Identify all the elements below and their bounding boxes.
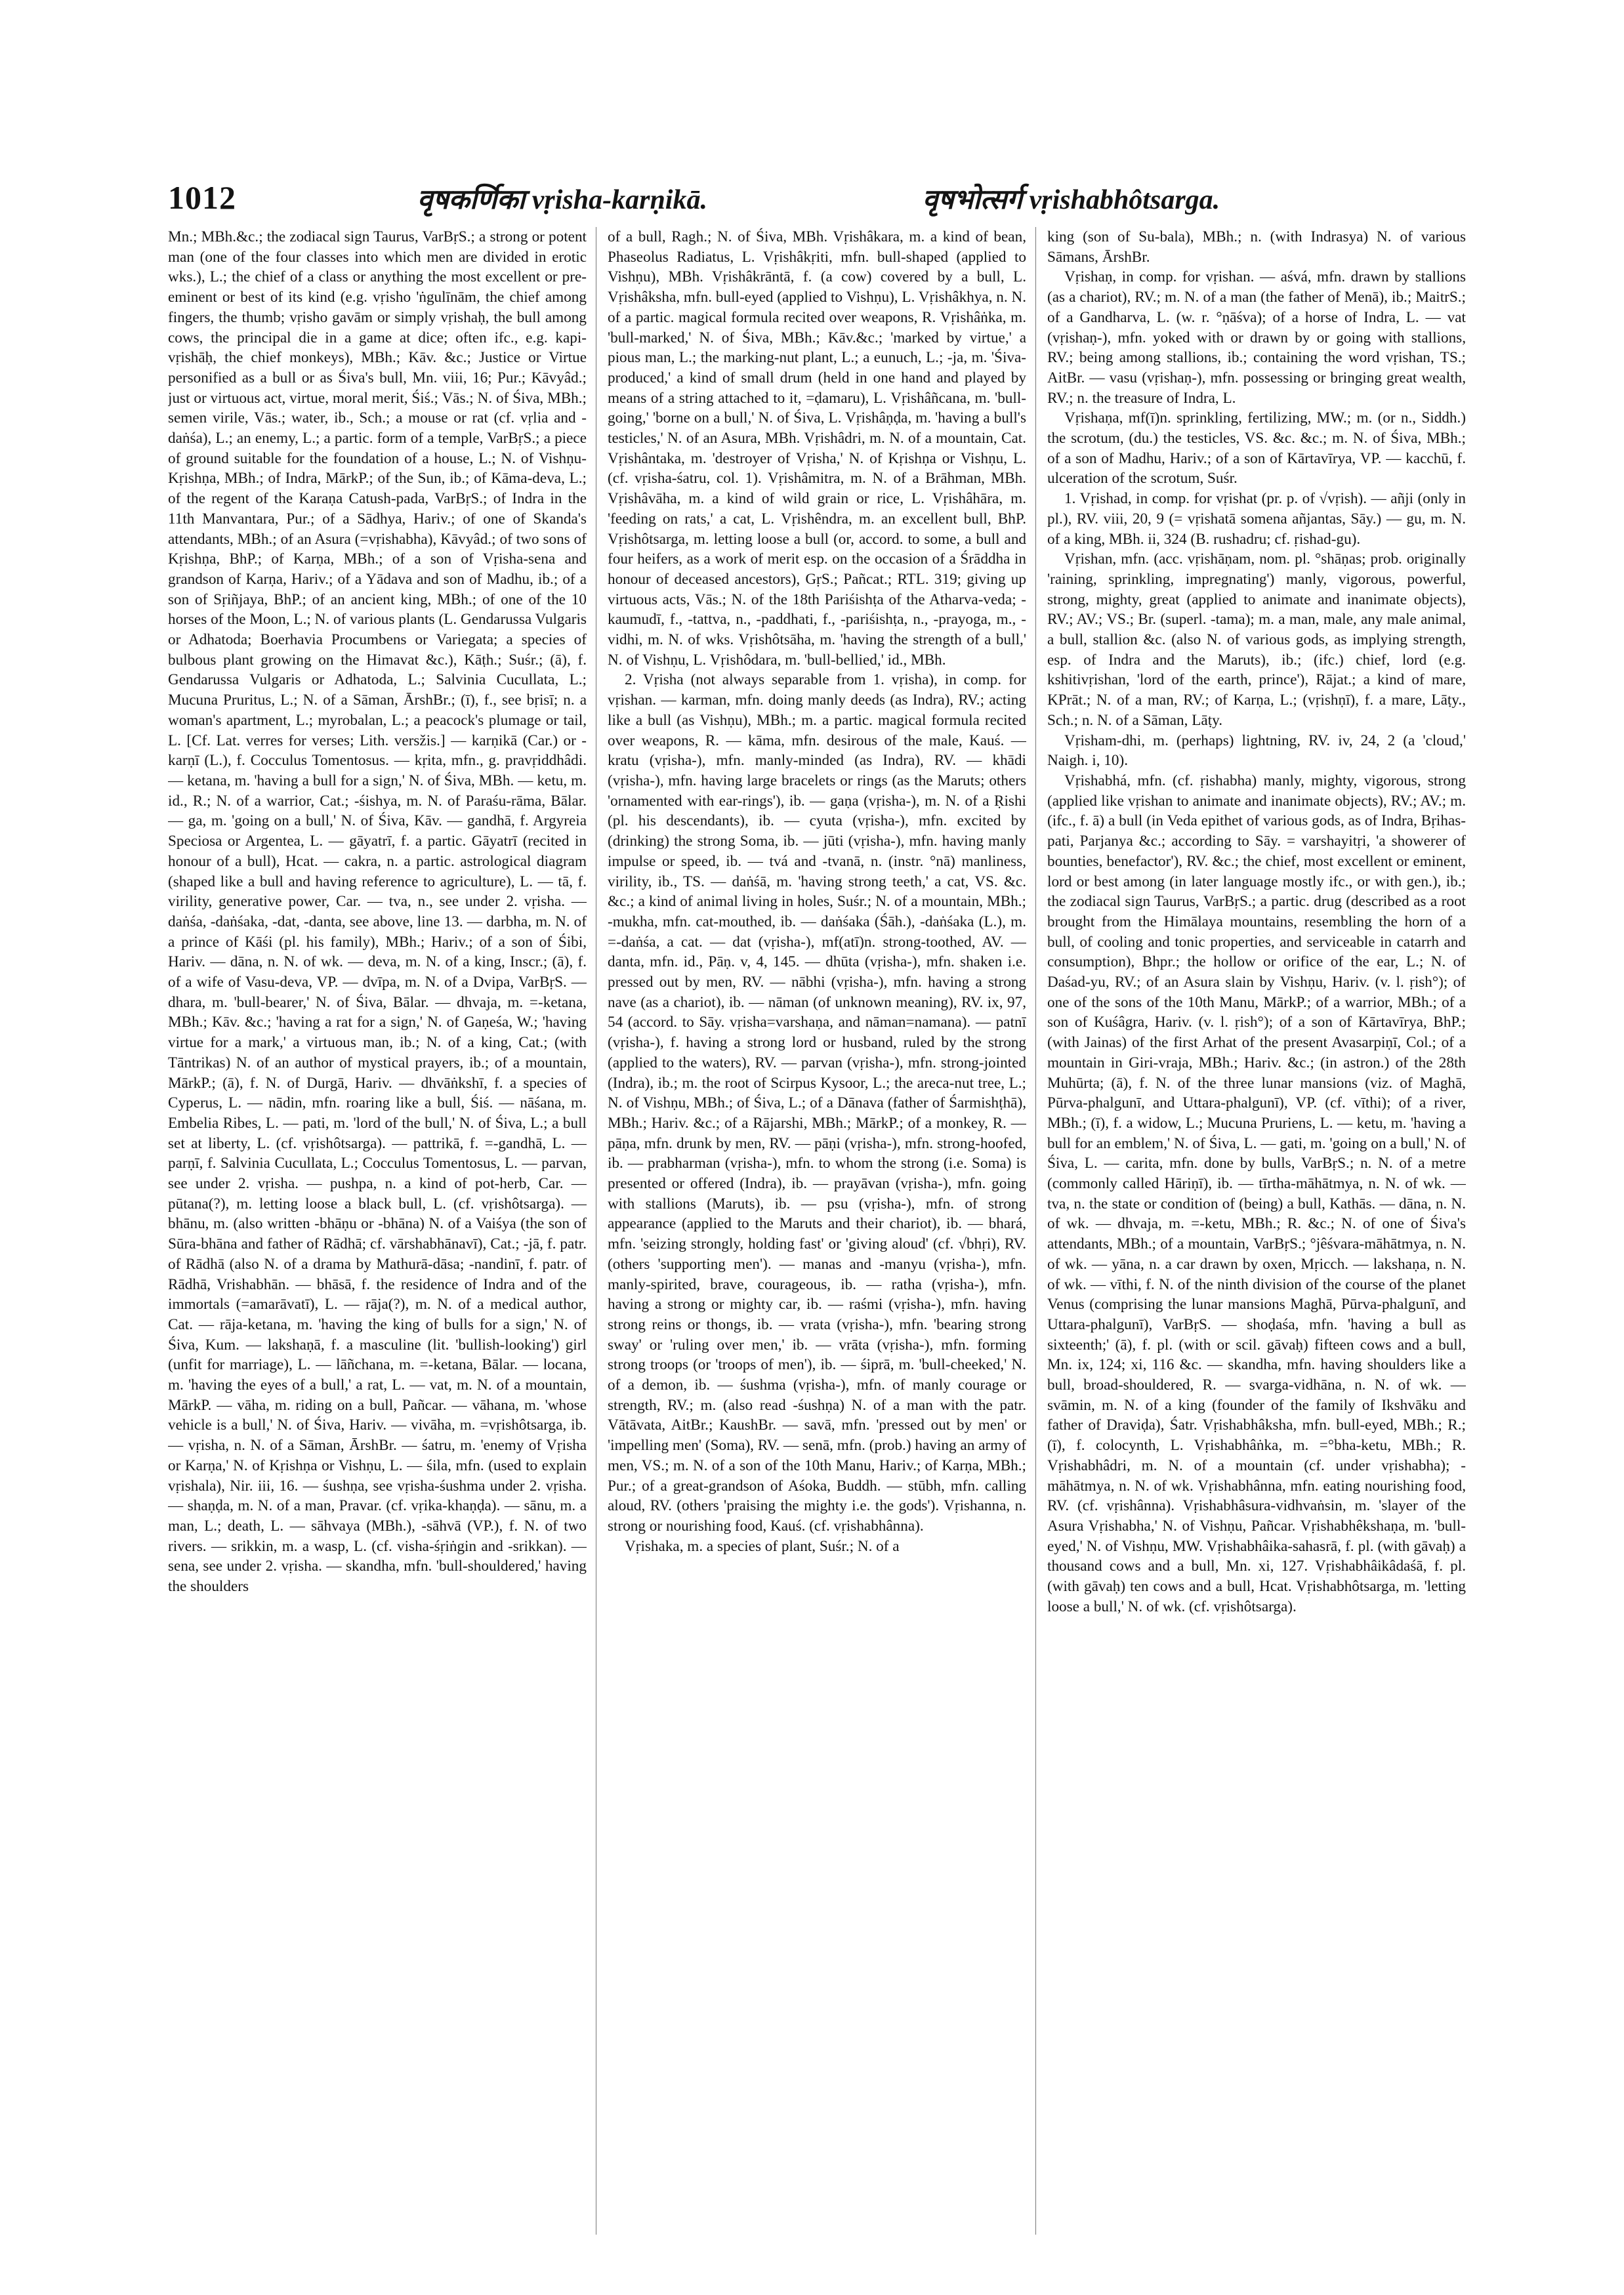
entry-paragraph: Vṛishabhá, mfn. (cf. ṛishabha) manly, mighty, vigorous, strong (applied like vṛishan to animate and inanimate objects), RV.; AV.; m. (ifc., f. ā) a bull (in Veda epithet of various gods, as of Indra, Bṛihas-pati, Parjanya &c.; according to Sāy. = varshayitṛi, 'a showerer of bounties, benefactor'), RV. &c.; the chief, most excellent or eminent, lord or best among (in later language mostly ifc., or with gen.), ib.; the zodiacal sign Taurus, VarBṛS.; a partic. drug (described as a root brought from the Himālaya mountains, resembling the horn of a bull, of cooling and tonic properties, and serviceable in catarrh and consumption), Bhpr.; the hollow or orifice of the ear, L.; N. of Daśad-yu, RV.; of an Asura slain by Vishṇu, Hariv. (v. l. ṛish°); of one of the sons of the 10th Manu, MārkP.; of a warrior, MBh.; of a son of Kuśâgra, Hariv. (v. l. ṛish°); of a son of Kārtavīrya, BhP.; (with Jainas) of the first Arhat of the present Avasarpiṇī, Col.; of a mountain in Giri-vraja, MBh.; Hariv. &c.; (in astron.) of the 28th Muhūrta; (ā), f. N. of the three lunar mansions (viz. of Maghā, Pūrva-phalgunī, and Uttara-phalgunī), VP. (cf. vīthi); of a river, MBh.; (ī), f. a widow, L.; Mucuna Pruriens, L. — ketu, m. 'having a bull for an emblem,' N. of Śiva, L. — gati, m. 'going on a bull,' N. of Śiva, L. — carita, mfn. done by bulls, VarBṛS.; n. N. of a metre (commonly called Hāriṇī), ib. — tīrtha-māhātmya, n. N. of wk. — tva, n. the state or condition of (being) a bull, Kathās. — dāna, n. N. of wk. — dhvaja, m. =-ketu, MBh.; R. &c.; N. of one of Śiva's attendants, MBh.; of a mountain, VarBṛS.; °jêśvara-māhātmya, n. N. of wk. — yāna, n. a car drawn by oxen, Mṛicch. — lakshaṇa, n. N. of wk. — vīthi, f. N. of the ninth division of the course of the planet Venus (comprising the lunar mansions Maghā, Pūrva-phalgunī, and Uttara-phalgunī), VarBṛS. — shoḍaśa, mfn. 'having a bull as sixteenth;' (ā), f. pl. (with or scil. gāvaḥ) fifteen cows and a bull, Mn. ix, 124; xi, 116 &c. — skandha, mfn. having shoulders like a bull, broad-shouldered, R. — svarga-vidhāna, n. N. of wk. — svāmin, m. N. of a king (founder of the family of Ikshvāku and father of Draviḍa), Śatr. Vṛishabhâksha, mfn. bull-eyed, MBh.; R.; (ī), f. colocynth, L. Vṛishabhâṅka, m. =°bha-ketu, MBh.; R. Vṛishabhâdri, m. N. of a mountain (cf. under vṛishabha); -māhātmya, n. N. of wk. Vṛishabhânna, mfn. eating nourishing food, RV. (cf. vṛishânna). Vṛishabhâsura-vidhvaṅsin, m. 'slayer of the Asura Vṛishabha,' N. of Vishṇu, Pañcar. Vṛishabhêkshaṇa, m. 'bull-eyed,' N. of Vishṇu, MW. Vṛishabhâika-sahasrā, f. pl. (with gāvaḥ) a thousand cows and a bull, Mn. xi, 127. Vṛishabhâikâdaśā, f. pl. (with gāvaḥ) ten cows and a bull, Hcat. Vṛishabhôtsarga, m. 'letting loose a bull,' N. of wk. (cf. vṛishôtsarga). (1047, 772, 1466, 1615)
text-columns (168, 227, 1467, 2248)
entry-paragraph: 1. Vṛishad, in comp. for vṛishat (pr. p. of √vṛish). — añji (only in pl.), RV. viii, 20, 9 (= vṛishatā somena añjantas, Sāy.) — gu, m. N. of a king, MBh. ii, 324 (B. rushadru; cf. ṛishad-gu). (1047, 490, 1466, 548)
page-number: 1012 (168, 179, 236, 216)
entry-paragraph: Vṛishan, mfn. (acc. vṛishāṇam, nom. pl. °shāṇas; prob. originally 'raining, sprinkling, impregnating') manly, vigorous, powerful, strong, mighty, great (applied to animate and inanimate objects), RV.; AV.; VS.; Br. (superl. -tama); m. a man, male, any male animal, a bull, stallion &c. (also N. of various gods, as implying strength, esp. of Indra and the Maruts), ib.; (ifc.) chief, lord (e.g. kshitivṛishan, 'lord of the earth, prince'), Rājat.; a kind of mare, KPrāt.; N. of a man, RV.; of Karṇa, L.; (vṛishṇī), f. a mare, Lāṭy., Sch.; n. N. of a Sāman, Lāṭy. (1047, 550, 1466, 729)
entry-paragraph: Vṛishaṇ, in comp. for vṛishan. — aśvá, mfn. drawn by stallions (as a chariot), RV.; m. N. of a man (the father of Menā), ib.; MaitrS.; of a Gandharva, L. (w. r. °ṇāśva); of a horse of Indra, L. — vat (vṛishaṇ-), mfn. yoked with or drawn by or going with stallions, RV.; being among stallions, ib.; containing the word vṛishan, TS.; AitBr. — vasu (vṛishaṇ-), mfn. possessing or bringing great wealth, RV.; n. the treasure of Indra, L. (1047, 268, 1466, 407)
page-header (168, 178, 1467, 224)
right-running-headword: वृषभोत्सर्ग vṛishabhôtsarga. (923, 185, 1220, 215)
entry-paragraph: 2. Vṛisha (not always separable from 1. vṛisha), in comp. for vṛishan. — karman, mfn. doing manly deeds (as Indra), RV.; acting like a bull (as Vishṇu), MBh.; m. a partic. magical formula recited over weapons, R. — kāma, mfn. desirous of the male, Kauś. — kratu (vṛisha-), mfn. manly-minded (as Indra), RV. — khādi (vṛisha-), mfn. having large bracelets or rings (as the Maruts; others 'ornamented with ear-rings'), ib. — gaṇa (vṛisha-), m. N. of a Ṛishi (pl. his descendants), ib. — cyuta (vṛisha-), mfn. excited by (drinking) the strong Soma, ib. — jūti (vṛisha-), mfn. having manly impulse or speed, ib. — tvá and -tvanā, n. (instr. °nā) manliness, virility, ib., TS. — daṅśā, m. 'having strong teeth,' a cat, VS. &c. &c.; a kind of animal living in holes, Suśr.; N. of a mountain, MBh.; -mukha, mfn. cat-mouthed, ib. — daṅśaka (Śāh.), -daṅśaka (L.), m. =-daṅśa, a cat. — dat (vṛisha-), mf(atī)n. strong-toothed, AV. — danta, mfn. id., Pāṇ. v, 4, 145. — dhūta (vṛisha-), mfn. shaken i.e. pressed out by men, RV. — nābhi (vṛisha-), mfn. having a strong nave (as a chariot), ib. — nāman (of unknown meaning), RV. ix, 97, 54 (accord. to Sāy. vṛisha=varshaṇa, and nāman=namana). — patnī (vṛisha-), f. having a strong lord or husband, ruled by the strong (applied to the waters), RV. — parvan (vṛisha-), mfn. strong-jointed (Indra), ib.; m. the root of Scirpus Kysoor, L.; the areca-nut tree, L.; N. of Vishṇu, MBh.; of Śiva, L.; of a Dānava (father of Śarmishṭhā), MBh.; Hariv. &c.; of a Rājarshi, MBh.; MārkP.; of a monkey, R. — pāṇa, mfn. drunk by men, RV. — pāṇi (vṛisha-), mfn. strong-hoofed, ib. — prabharman (vṛisha-), mfn. to whom the strong (i.e. Soma) is presented or offered (Indra), ib. — prayāvan (vṛisha-), mfn. going with stallions (Maruts), ib. — psu (vṛisha-), mfn. of strong appearance (applied to the Maruts and their chariot), ib. — bhará, mfn. 'seizing strongly, holding fast' or 'giving aloud' (cf. √bhṛi), RV. (others 'supporting men'). — manas and -manyu (vṛisha-), mfn. manly-spirited, brave, courageous, ib. — ratha (vṛisha-), mfn. having a strong or mighty car, ib. — raśmi (vṛisha-), mfn. having strong reins or thongs, ib. — vrata (vṛisha-), mfn. 'bearing strong sway' or 'ruling over men,' ib. — vrāta (vṛisha-), mfn. forming strong troops (or 'troops of men'), ib. — śiprā, m. 'bull-cheeked,' N. of a demon, ib. — śushma (vṛisha-), mfn. of manly courage or strength, RV.; m. (also read -śushṇa) N. of a man with the patr. Vātāvata, AitBr.; KaushBr. — savā, mfn. 'pressed out by men' or 'impelling men' (Soma), RV. — senā, mfn. (prob.) having an army of men, VS.; m. N. of a son of the 10th Manu, Hariv.; of Karṇa, MBh.; Pur.; of a great-grandson of Aśoka, Buddh. — stūbh, mfn. calling aloud, RV. (others 'praising the mighty i.e. the gods'). Vṛishanna, n. strong or nourishing food, Kauś. (cf. vṛishabhânna). (608, 671, 1026, 1535)
entry-paragraph: Vṛisham-dhi, m. (perhaps) lightning, RV. iv, 24, 2 (a 'cloud,' Naigh. i, 10). (1047, 732, 1466, 770)
entry-paragraph: Vṛishaṇa, mf(ī)n. sprinkling, fertilizing, MW.; m. (or n., Siddh.) the scrotum, (du.) the testicles, VS. &c. &c.; m. N. of Śiva, MBh.; of a son of Madhu, Hariv.; of a son of Kārtavīrya, VP. — kacchū, f. ulceration of the scrotum, Suśr. (1047, 409, 1466, 487)
column-1 (168, 227, 587, 2248)
column-2 (608, 227, 1026, 2248)
entry-paragraph: Mn.; MBh.&c.; the zodiacal sign Taurus, VarBṛS.; a strong or potent man (one of the four classes into which men are divided in erotic wks.), L.; the chief of a class or anything the most excellent or pre-eminent or best of its kind (e.g. vṛisho 'ṅgulīnām, the chief among fingers, the thumb; vṛisho gavām or simply vṛishaḥ, the bull among cows, the principal die in a game at dice; often ifc., e.g. kapi-vṛishāḥ, the chief monkeys), MBh.; Kāv. &c.; Justice or Virtue personified as a bull or as Śiva's bull, Mn. viii, 16; Pur.; Kāvyâd.; just or virtuous act, virtue, moral merit, Śiś.; Vās.; N. of Śiva, MBh.; semen virile, Vās.; water, ib., Sch.; a mouse or rat (cf. vṛlia and -daṅśa), L.; an enemy, L.; a partic. form of a temple, VarBṛS.; a piece of ground suitable for the foundation of a house, L.; N. of Vishṇu-Kṛishṇa, MBh.; of Indra, MārkP.; of the Sun, ib.; of Kāma-deva, L.; of the regent of the Karaṇa Catush-pada, VarBṛS.; of Indra in the 11th Manvantara, Pur.; of a Sādhya, Hariv.; of one of Skanda's attendants, MBh.; of an Asura (=vṛishabha), Kāvyâd.; of two sons of Kṛishṇa, BhP.; of Karṇa, MBh.; of a son of Vṛisha-sena and grandson of Karṇa, Hariv.; of a Yādava and son of Madhu, ib.; of a son of Sṛiñjaya, BhP.; of an ancient king, MBh.; of one of the 10 horses of the Moon, L.; N. of various plants (L. Gendarussa Vulgaris or Adhatoda; Boerhavia Procumbens or Variegata; a species of bulbous plant growing on the Himavat &c.), Kāṭh.; Suśr.; (ā), f. Gendarussa Vulgaris or Adhatoda, L.; Salvinia Cucullata, L.; Mucuna Pruritus, L.; N. of a Sāman, ĀrshBr.; (ī), f., see bṛisī; n. a woman's apartment, L.; myrobalan, L.; a peacock's plumage or tail, L. [Cf. Lat. verres for verses; Lith. versžis.] — karṇikā (Car.) or -karṇī (L.), f. Cocculus Tomentosus. — kṛita, mfn., g. pravṛiddhâdi. — ketana, m. 'having a bull for a sign,' N. of Śiva, MBh. — ketu, m. id., R.; N. of a warrior, Cat.; -śishya, m. N. of Paraśu-rāma, Bālar. — ga, m. 'going on a bull,' N. of Śiva, Kāv. — gandhā, f. Argyreia Speciosa or Argentea, L. — gāyatrī, f. a partic. Gāyatrī (recited in honour of a bull), Hcat. — cakra, n. a partic. astrological diagram (shaped like a bull and having reference to agriculture), L. — tā, f. virility, generative power, Car. — tva, n., see under 2. vṛisha. — daṅśa, -daṅśaka, -dat, -danta, see above, line 13. — darbha, m. N. of a prince of Kāśi (pl. his family), MBh.; Hariv.; of a son of Śibi, Hariv. — dāna, n. N. of wk. — deva, m. N. of a king, Inscr.; (ā), f. of a wife of Vasu-deva, VP. — dvīpa, m. N. of a Dvipa, VarBṛS. — dhara, m. 'bull-bearer,' N. of Śiva, Bālar. — dhvaja, m. =-ketana, MBh.; Kāv. &c.; 'having a rat for a sign,' N. of Gaṇeśa, W.; 'having virtue for a mark,' a virtuous man, ib.; N. of a king, Cat.; (with Tāntrikas) N. of an author of mystical prayers, ib.; of a mountain, MārkP.; (ā), f. N. of Durgā, Hariv. — dhvāṅkshī, f. a species of Cyperus, L. — nādin, mfn. roaring like a bull, Śiś. — nāśana, m. Embelia Ribes, L. — pati, m. 'lord of the bull,' N. of Śiva, L.; a bull set at liberty, L. (cf. vṛishôtsarga). — pattrikā, f. =-gandhā, L. — parṇī, f. Salvinia Cucullata, L.; Cocculus Tomentosus, L. — parvan, see under 2. vṛisha. — pushpa, n. a kind of pot-herb, Car. — pūtana(?), m. letting loose a black bull, L. (cf. vṛishôtsarga). — bhānu, m. (also written -bhāṇu or -bhāna) N. of a Vaiśya (the son of Sūra-bhāna and father of Rādhā; cf. vārshabhānavī), Cat.; -jā, f. patr. of Rādhā (also N. of a drama by Mathurā-dāsa; -nandinī, f. patr. of Rādhā, Vrishabhān. — bhāsā, f. the residence of Indra and of the immortals (=amarāvatī), L. — rāja(?), m. N. of a medical author, Cat. — rāja-ketana, m. 'having the king of bulls for a sign,' N. of Śiva, Kum. — lakshaṇā, f. a masculine (lit. 'bullish-looking') girl (unfit for marriage), L. — lāñchana, m. =-ketana, Bālar. — locana, m. 'having the eyes of a bull,' a rat, L. — vat, m. N. of a mountain, MārkP. — vāha, m. riding on a bull, Pañcar. — vāhana, m. 'whose vehicle is a bull,' N. of Śiva, Hariv. — vivāha, m. =vṛishôtsarga, ib. — vṛisha, n. N. of a Sāman, ĀrshBr. — śatru, m. 'enemy of Vṛisha or Karṇa,' N. of Kṛishṇa or Vishṇu, L. — śila, mfn. (used to explain vṛishala), Nir. iii, 16. — śushṇa, see vṛisha-śushma under 2. vṛisha. — shaṇḍa, m. N. of a man, Pravar. (cf. vṛika-khaṇḍa). — sānu, m. a man, L.; death, L. — sāhvaya (MBh.), -sāhvā (VP.), f. N. of two rivers. — srikkin, m. a wasp, L. (cf. visha-śṛiṅgin and -srikkan). — sena, see under 2. vṛisha. — skandha, mfn. 'bull-shouldered,' having the shoulders (168, 228, 587, 1596)
entry-paragraph: Vṛishaka, m. a species of plant, Suśr.; N. of a (625, 1537, 900, 1555)
entry-paragraph: king (son of Su-bala), MBh.; n. (with Indrasya) N. of various Sāmans, ĀrshBr. (1047, 228, 1466, 266)
column-3 (1047, 227, 1466, 2248)
column-divider (1035, 227, 1036, 2235)
left-running-headword: वृषकर्णिका vṛisha-karṇikā. (417, 185, 707, 215)
entry-paragraph: of a bull, Ragh.; N. of Śiva, MBh. Vṛishâkara, m. a kind of bean, Phaseolus Radiatus, L. Vṛishâkṛiti, mfn. bull-shaped (applied to Vishṇu), MBh. Vṛishâkrāntā, f. (a cow) covered by a bull, L. Vṛishâksha, mfn. bull-eyed (applied to Vishṇu), L. Vṛishâkhya, n. N. of a partic. magical formula recited over weapons, R. Vṛishâṅka, m. 'bull-marked,' N. of Śiva, MBh.; Kāv.&c.; 'marked by virtue,' a pious man, L.; the marking-nut plant, L.; a eunuch, L.; -ja, m. 'Śiva-produced,' a kind of small drum (held in one hand and played by means of a string attached to it, =ḍamaru), L. Vṛishâñcana, m. 'bull-going,' 'borne on a bull,' N. of Śiva, L. Vṛishâṇḍa, m. 'having a bull's testicles,' N. of an Asura, MBh. Vṛishâdri, m. N. of a mountain, Cat. Vṛishântaka, m. 'destroyer of Vṛisha,' N. of Kṛishṇa or Vishṇu, L. (cf. vṛisha-śatru, col. 1). Vṛishâmitra, m. N. of a Brāhman, MBh. Vṛishâvāha, m. a kind of wild grain or rice, L. Vṛishâhāra, m. 'feeding on rats,' a cat, L. Vṛishêndra, m. an excellent bull, BhP. Vṛishôtsarga, m. letting loose a bull (or, accord. to some, a bull and four heifers, as a work of merit esp. on the occasion of a Śrāddha in honour of deceased ancestors), GṛS.; Pañcat.; RTL. 319; giving up virtuous acts, Vās.; N. of the 18th Pariśishṭa of the Atharva-veda; -kaumudī, f., -tattva, n., -paddhati, f., -pariśishṭa, n., -prayoga, m., -vidhi, m. N. of wks. Vṛishôtsāha, m. 'having the strength of a bull,' N. of Vishṇu, L. Vṛishôdara, m. 'bull-bellied,' id., MBh. (608, 228, 1026, 669)
